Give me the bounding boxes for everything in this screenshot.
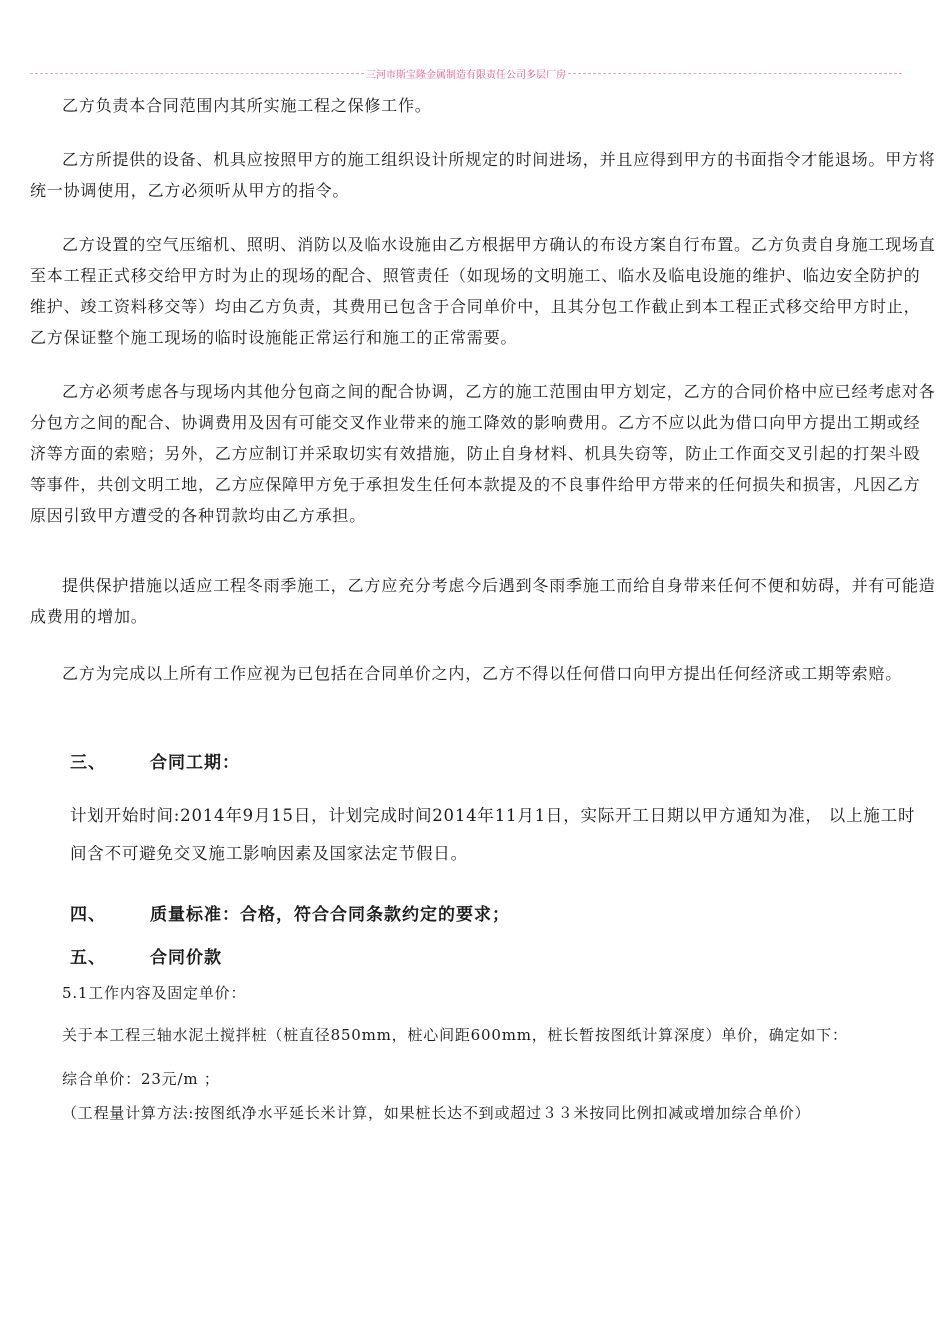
pile-description: 关于本工程三轴水泥土搅拌桩（桩直径850mm，桩心间距600mm，桩长暂按图纸计算深度）单价，确定如下： [62, 1026, 848, 1044]
section-5-1-heading: 5.1工作内容及固定单价： [62, 984, 247, 1002]
paragraph-warranty: 乙方负责本合同范围内其所实施工程之保修工作。 [62, 96, 432, 115]
paragraph-equipment: 乙方所提供的设备、机具应按照甲方的施工组织设计所规定的时间进场，并且应得到甲方的书面指令才能退场。甲方将统一协调使用，乙方必须听从甲方的指令。 [30, 150, 936, 200]
section-5-title: 合同价款 [150, 948, 222, 968]
paragraph-site-facilities: 乙方设置的空气压缩机、照明、消防以及临水设施由乙方根据甲方确认的布设方案自行布置。乙方负责自身施工现场直至本工程正式移交给甲方时为止的现场的配合、照管责任（如现场的文明施工、临水及临电设施的维护、临边安全防护的维护、竣工资料移交等）均由乙方负责，其费用已包含于合同单价中，且其分包工作截止到本工程正式移交给甲方时止，乙方保证整个施工现场的临时设施能正常运行和施工的正常需要。 [30, 235, 936, 347]
paragraph-no-claims: 乙方为完成以上所有工作应视为已包括在合同单价之内，乙方不得以任何借口向甲方提出任何经济或工期等索赔。 [62, 664, 903, 683]
section-4-heading [70, 900, 510, 925]
paragraph-seasonal-protection: 提供保护措施以适应工程冬雨季施工，乙方应充分考虑今后遇到冬雨季施工而给自身带来任何不便和妨碍，并有可能造成费用的增加。 [30, 576, 936, 626]
contract-period-text: 计划开始时间:2014年9月15日，计划完成时间2014年11月1日，实际开工日期以甲方通知为准， 以上施工时间含不可避免交叉施工影响因素及国家法定节假日。 [70, 806, 916, 863]
section-5-heading [70, 943, 222, 968]
header-title: 三河市斯宝隆金属制造有限责任公司多层厂房 [366, 70, 566, 81]
section-3-title: 合同工期： [150, 753, 240, 773]
calculation-method: （工程量计算方法:按图纸净水平延长米计算，如果桩长达不到或超过３３米按同比例扣减或增加综合单价） [62, 1104, 811, 1122]
section-5-number: 五、 [70, 948, 106, 968]
unit-price: 综合单价：23元/m ； [62, 1070, 220, 1088]
header-right-rule [568, 73, 902, 74]
section-3-heading [70, 748, 240, 773]
section-4-title: 质量标准：合格，符合合同条款约定的要求； [150, 905, 510, 925]
header-left-rule [30, 73, 364, 74]
section-4-number: 四、 [70, 905, 106, 925]
page-header [30, 66, 902, 81]
section-3-number: 三、 [70, 753, 106, 773]
paragraph-coordination: 乙方必须考虑各与现场内其他分包商之间的配合协调，乙方的施工范围由甲方划定，乙方的合同价格中应已经考虑对各分包方之间的配合、协调费用及因有可能交叉作业带来的施工降效的影响费用。乙方不应以此为借口向甲方提出工期或经济等方面的索赔；另外，乙方应制订并采取切实有效措施，防止自身材料、机具失窃等，防止工作面交叉引起的打架斗殴等事件，共创文明工地，乙方应保障甲方免于承担发生任何本款提及的不良事件给甲方带来的任何损失和损害，凡因乙方原因引致甲方遭受的各种罚款均由乙方承担。 [30, 382, 936, 525]
